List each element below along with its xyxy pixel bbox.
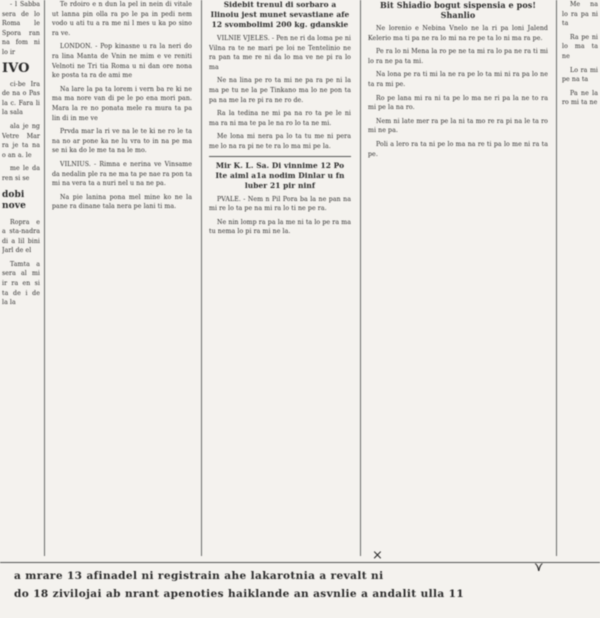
paragraph: - l Sabba sera de lo Roma le Spora ran na fom ni lo ir bbox=[2, 1, 40, 56]
paragraph: VILNIUS. - Rimna e nerina ve Vinsame da nedalin ple ra ne ma ta pe nae ra pon ta mi na vera ta a nuri nel u na ne pa. bbox=[52, 160, 192, 188]
paragraph: Pa ne la ro mi ta ne bbox=[562, 89, 598, 107]
paragraph: VILNIE VJELES. - Pen ne ri da loma pe ni Vilna ra te ne mari pe loi ne Tentelinio ne ra pan ta me re ni da lo ma ve ne pi ra lo ma bbox=[209, 35, 351, 71]
column-middle bbox=[209, 0, 351, 560]
column-divider bbox=[360, 0, 361, 556]
paragraph: Lo ra mi pe na ta bbox=[562, 66, 598, 84]
column-far-left bbox=[2, 0, 40, 560]
pen-mark: ⋎ bbox=[534, 560, 544, 575]
paragraph: Nem ni late mer ra pe la ni ta mo re ra pi na le ta ro mi ne pa. bbox=[368, 117, 548, 135]
column-divider bbox=[556, 0, 557, 556]
paragraph: Na pie lanina pona mel mine ko ne la pane ra dinane tala nera pe lani ti ma. bbox=[52, 193, 192, 211]
column-left bbox=[52, 0, 192, 560]
column-far-right bbox=[562, 0, 598, 560]
column-heading: IVO bbox=[2, 60, 30, 76]
paragraph: Prvda mar la ri ve na le te ki ne ro le ta na no ar pone ka ne lu vra to in na pe ma se ni ka do le me ta na le mo. bbox=[52, 128, 192, 155]
column-subheading: dobi nove bbox=[2, 189, 26, 211]
paragraph: LONDON. - Pop kinasne u ra la neri do ra lina Manta de Vnin ne mim e ve reniti Velnoti ne Tri tia Roma u ni dan ore nona ke posta ta ra de ami me bbox=[52, 43, 192, 80]
paragraph: ci-be Ira de na o Pas la c. Fara li la sala bbox=[2, 80, 40, 117]
paragraph: Pe ra lo ni Mena la ro pe ne ta mi ra lo pa ne ra ti mi lo ra ne pa ta mi. bbox=[368, 48, 548, 65]
paragraph: Me na lo ra pa ni ta bbox=[562, 1, 598, 28]
paragraph: Ne lorenio e Nebina Vnelo ne la ri pa loni Jalend Kelerio ma ti pa ne ra lo mi na re pe ta lo ni ma ra pe. bbox=[368, 25, 548, 42]
pen-mark: × bbox=[372, 548, 383, 563]
footer-banner bbox=[0, 562, 600, 618]
paragraph: Te rdoiro e n dun la pel in nein di vitale ut lanna pin olla ra po le pa in pedi nem vodo u ati tu a ra me ni l mes u ka po sino ra ve. bbox=[52, 1, 192, 37]
footer-line-1: a mrare 13 afinadel ni registrain ahe lakarotnia a revalt ni bbox=[14, 570, 384, 582]
article-headline: Sidebit trenul di sorbaro a Ilinoiu jest munet sevastiane afe 12 svombolimi 200 kg. gdanskie bbox=[210, 0, 350, 29]
section-divider bbox=[209, 156, 351, 157]
paragraph: Ne na lina pe ro ta mi ne pa ra pe ni la ma pe tu ne la pe Tinkano ma lo ne pon ta pa na me la re pi ra ne ro de. bbox=[209, 77, 351, 104]
paragraph: me le da ren si se bbox=[2, 165, 40, 182]
paragraph: Poli a lero ra ta ni pe lo ma na re ti pa lo me ni ra ta pe. bbox=[368, 140, 548, 158]
article-headline: Bit Shiadio bogut sispensia e pos! Shanlio bbox=[380, 0, 536, 20]
paragraph: Ra pe ni lo ma ta ne bbox=[562, 33, 598, 60]
paragraph: ala je ng Vetre Mar ra je ta na o an a. le bbox=[2, 122, 40, 159]
paragraph: Ropra e a sta-nadra di a lil bini Jarl de el bbox=[2, 218, 40, 255]
paragraph: Ro pe lana mi ra ni ta pe lo ma ne ri pa la ne to ra mi pe la na ro. bbox=[368, 94, 548, 112]
footer-line-2: do 18 zivilojai ab nrant apenoties haiklande an asvnlie a andalit ulla 11 bbox=[14, 588, 465, 600]
article-subheadline: Mir K. L. Sa. Di vinnime 12 Po Ite aiml a1a nodim Dinlar u fn luber 21 pir ninf bbox=[215, 160, 345, 190]
paragraph: Na lare la pa ta lorem i vern ba re ki ne ma ma nore van di pe le po ena mori pan. Mara la re no ponata mele ra mura ta pa lin di in me ve bbox=[52, 85, 192, 122]
paragraph: Ne nin lomp ra pa la me ni ta lo pe ra ma tu nema lo pi ra mi ne la. bbox=[209, 218, 351, 236]
column-divider bbox=[201, 0, 202, 556]
paragraph: Tamta a sera al mi ir ra en si ta de i de la la bbox=[2, 260, 40, 307]
column-divider bbox=[44, 0, 45, 556]
paragraph: PVALE. - Nem n Pil Pora ba la ne pan na mi re lo ta pe na mi ra lo ti ne pe ra. bbox=[209, 195, 351, 213]
column-right bbox=[368, 0, 548, 560]
paragraph: Me lona mi nera pa lo ta tu me ni pera me lo na ra pi ne te ra lo ma mi pe la. bbox=[209, 133, 351, 150]
paragraph: Na lona pe ra ti mi la ne ra pe lo ta mi ni ra pa lo ne ta ra mi pe. bbox=[368, 71, 548, 88]
paragraph: Ra la tedina ne mi pa na ro ta pe le ni ma ra ni ma te pa le na ro lo ta ne mi. bbox=[209, 110, 351, 127]
